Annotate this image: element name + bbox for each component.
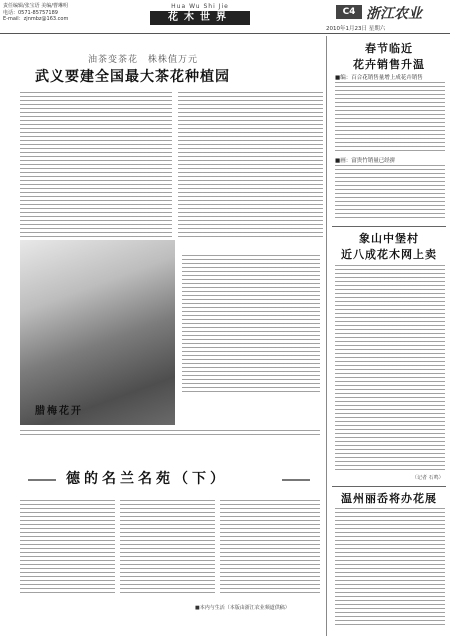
lead-headline: 武义要建全国最大茶花种植园 xyxy=(35,69,230,85)
photo-side-text xyxy=(182,255,320,395)
box1-tag2: ■画：富贵竹销量已经拼 xyxy=(335,158,396,164)
box1-body2 xyxy=(335,165,445,220)
box3-body xyxy=(335,508,445,628)
feature-dash-right xyxy=(282,479,310,481)
feature-body-col2 xyxy=(120,500,215,595)
divider-2 xyxy=(332,486,446,487)
page-footer: ■本内与生活（本版由浙江农业频道供稿） xyxy=(195,605,290,611)
reporter-note: （记者 石鸣） xyxy=(412,475,444,481)
feature-header xyxy=(20,466,320,496)
lead-body-col1 xyxy=(20,92,172,237)
box2-body xyxy=(335,265,445,470)
masthead xyxy=(0,0,450,34)
photo-credit-line xyxy=(20,430,320,438)
section-pinyin: Hua Wu Shi Jie xyxy=(171,3,229,10)
feature-title: 德的名兰名苑（下） xyxy=(66,471,228,487)
editor-line: 责任编辑/张宝语 美编/曹琳明 xyxy=(3,3,68,9)
issue-date: 2010年1月23日 星期六 xyxy=(326,26,386,32)
paper-name: 浙江农业 xyxy=(366,6,422,22)
section-title: 花木世界 xyxy=(150,11,250,25)
feature-body-col1 xyxy=(20,500,115,595)
box1-title-line1: 春节临近 xyxy=(365,42,413,55)
box3-title: 温州丽岙将办花展 xyxy=(341,492,437,505)
box1-tag1: ■编：百合花销售量增上成花卉销售 xyxy=(335,75,423,81)
email-line: E-mail：zjnmbz@163.com xyxy=(3,16,69,22)
photo-caption: 腊梅花开 xyxy=(35,406,83,417)
feature-body-col3 xyxy=(220,500,320,595)
feature-dash-left xyxy=(28,479,56,481)
box1-body1 xyxy=(335,82,445,152)
box2-title-line2: 近八成花木网上卖 xyxy=(341,248,437,261)
phone-line: 电话：0571-85757189 xyxy=(3,9,58,16)
column-rule xyxy=(326,36,327,636)
masthead-info xyxy=(3,3,68,23)
box2-title-line1: 象山中堡村 xyxy=(359,232,419,245)
page-number: C4 xyxy=(336,5,362,19)
plum-blossom-photo xyxy=(20,240,175,425)
box1-title-line2: 花卉销售升温 xyxy=(353,58,425,71)
lead-body-col2 xyxy=(178,92,323,237)
lead-subhead: 油茶变茶花 株株值万元 xyxy=(88,55,199,65)
divider-1 xyxy=(332,226,446,227)
